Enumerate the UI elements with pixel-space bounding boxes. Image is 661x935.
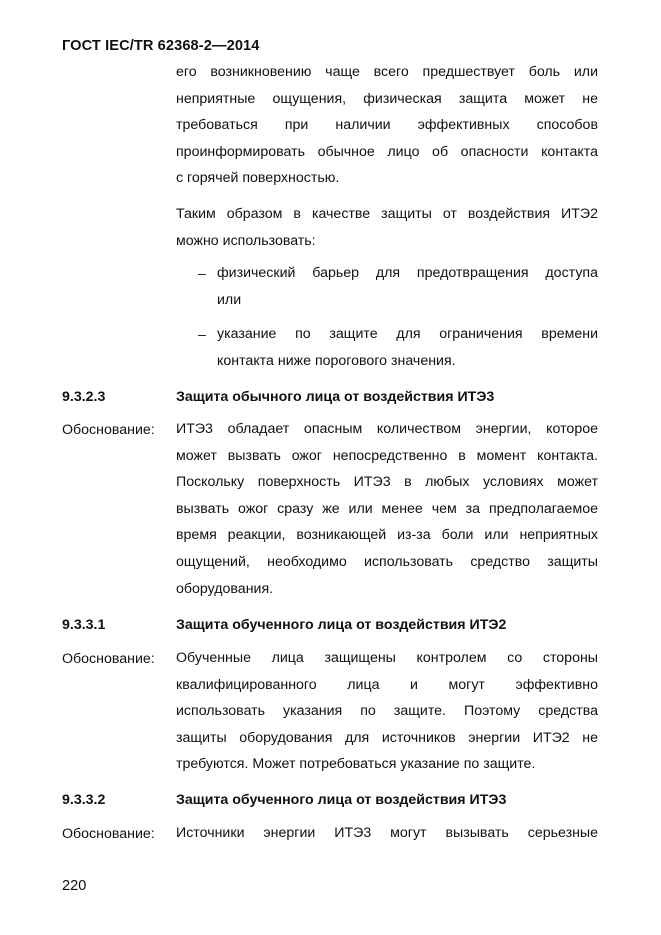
section-number: 9.3.3.2 [62, 792, 106, 808]
text-line: требоваться при наличии эффективных способов [176, 117, 598, 134]
list-item [217, 321, 598, 374]
rationale-label: Обоснование: [62, 651, 155, 667]
text-line: Таким образом в качестве защиты от воздействия ИТЭ2 [176, 206, 598, 222]
list-dash: – [198, 327, 206, 343]
text-line: может вызвать ожог непосредственно в момент контакта. [176, 447, 598, 464]
section-title: Защита обученного лица от воздействия ИТЭ3 [176, 792, 507, 808]
text-line: использовать указания по защите. Поэтому средства [176, 703, 598, 720]
rationale-text [176, 416, 598, 602]
text-line: ощущений, необходимо использовать средство защиты [176, 553, 598, 570]
list-item [217, 260, 598, 313]
rationale-text [176, 645, 598, 778]
text-line: защиты оборудования для источников энергии ИТЭ2 не [176, 729, 598, 746]
text-line: неприятные ощущения, физическая защита может не [176, 90, 598, 107]
text-line: его возникновению чаще всего предшествует боль или [176, 64, 598, 80]
text-line: вызвать ожог сразу же или менее чем за предполагаемое [176, 500, 598, 517]
text-line: Поскольку поверхность ИТЭ3 в любых условиях может [176, 474, 598, 491]
intro-paragraph [176, 59, 598, 192]
text-line: Источники энергии ИТЭ3 могут вызывать серьезные [176, 825, 598, 841]
section-number: 9.3.2.3 [62, 389, 106, 405]
text-line: указание по защите для ограничения времени [217, 326, 598, 342]
rationale-label: Обоснование: [62, 826, 155, 842]
page-number: 220 [62, 878, 87, 894]
protection-paragraph [176, 201, 598, 254]
text-line: контакта ниже порогового значения. [217, 352, 456, 369]
text-line: или [217, 291, 242, 308]
section-number: 9.3.3.1 [62, 617, 106, 633]
text-line: ИТЭ3 обладает опасным количеством энергии, которое [176, 421, 598, 437]
text-line: квалифицированного лица и могут эффективно [176, 676, 598, 693]
rationale-text [176, 820, 598, 847]
text-line: время реакции, возникающей из-за боли или неприятных [176, 527, 598, 544]
list-dash: – [198, 266, 206, 282]
document-header: ГОСТ IEC/TR 62368-2—2014 [62, 38, 260, 54]
text-line: физический барьер для предотвращения доступа [217, 265, 598, 281]
text-line: Обученные лица защищены контролем со стороны [176, 650, 598, 666]
text-line: с горячей поверхностью. [176, 170, 340, 187]
text-line: оборудования. [176, 580, 274, 597]
text-line: проинформировать обычное лицо об опасности контакта [176, 143, 598, 160]
text-line: можно использовать: [176, 232, 316, 249]
section-title: Защита обученного лица от воздействия ИТЭ2 [176, 617, 507, 633]
section-title: Защита обычного лица от воздействия ИТЭ3 [176, 389, 495, 405]
text-line: требуются. Может потребоваться указание по защите. [176, 756, 536, 773]
rationale-label: Обоснование: [62, 422, 155, 438]
